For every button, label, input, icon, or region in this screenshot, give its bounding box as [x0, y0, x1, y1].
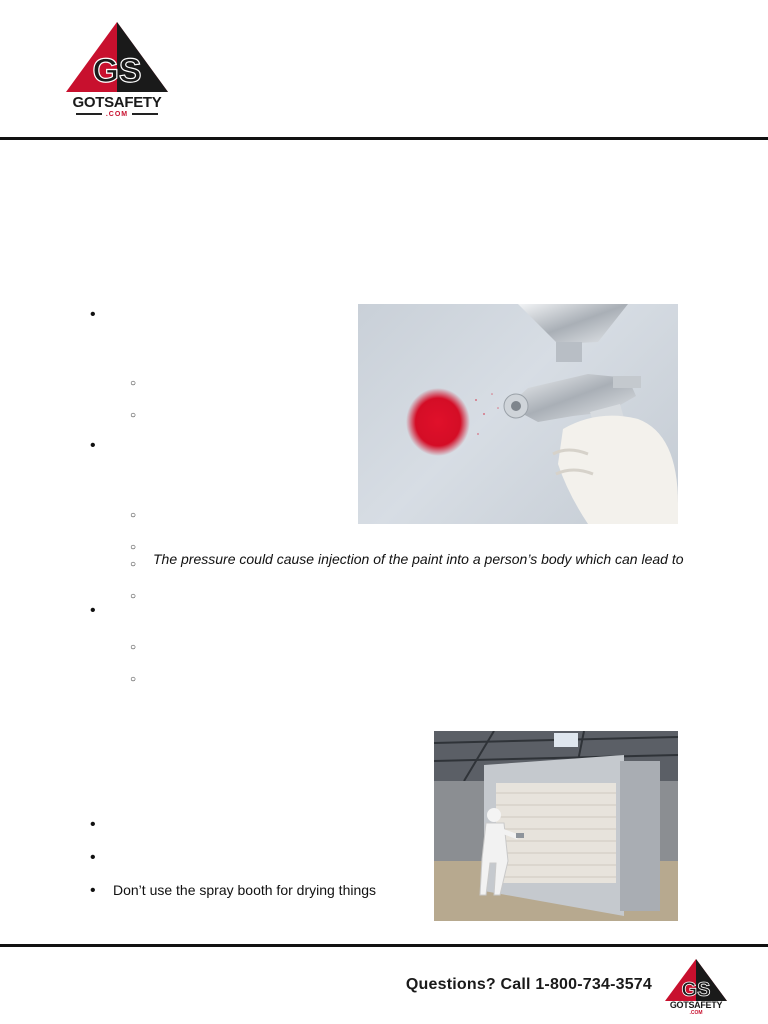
logo-wordmark: GOTSAFETY	[669, 1000, 723, 1010]
bullet-circle	[130, 586, 136, 605]
gotsafety-logo[interactable]	[64, 20, 172, 120]
footer-divider	[0, 944, 768, 947]
injection-hazard-text: The pressure could cause injection of the paint into a person’s body which can lead to	[153, 551, 684, 567]
logo-triangle-icon	[64, 20, 170, 96]
header-divider	[0, 137, 768, 140]
bullet-circle	[130, 554, 136, 573]
bullet-disc	[90, 306, 96, 323]
spray-gun-photo	[358, 304, 678, 524]
bullet-disc	[90, 437, 96, 454]
svg-text:GS: GS	[92, 52, 142, 90]
bullet-circle	[130, 373, 136, 392]
gotsafety-logo-footer[interactable]	[664, 958, 730, 1016]
bullet-circle	[130, 637, 136, 656]
spray-booth-photo	[434, 731, 678, 921]
footer-phone-callout: Questions? Call 1-800-734-3574	[405, 976, 652, 993]
bullet-disc	[90, 849, 96, 866]
bullet-circle	[130, 505, 136, 524]
bullet-disc	[90, 882, 96, 899]
svg-text:GS: GS	[681, 979, 711, 1001]
bullet-circle	[130, 405, 136, 424]
bullet-disc	[90, 602, 96, 619]
logo-wordmark: GOTSAFETY	[72, 94, 162, 111]
logo-domain-suffix: .COM	[64, 111, 170, 118]
bullet-disc	[90, 816, 96, 833]
booth-drying-text: Don’t use the spray booth for drying things	[113, 882, 377, 898]
logo-domain-suffix: .COM	[689, 1010, 703, 1016]
bullet-circle	[130, 669, 136, 688]
logo-triangle-icon	[664, 958, 728, 1002]
